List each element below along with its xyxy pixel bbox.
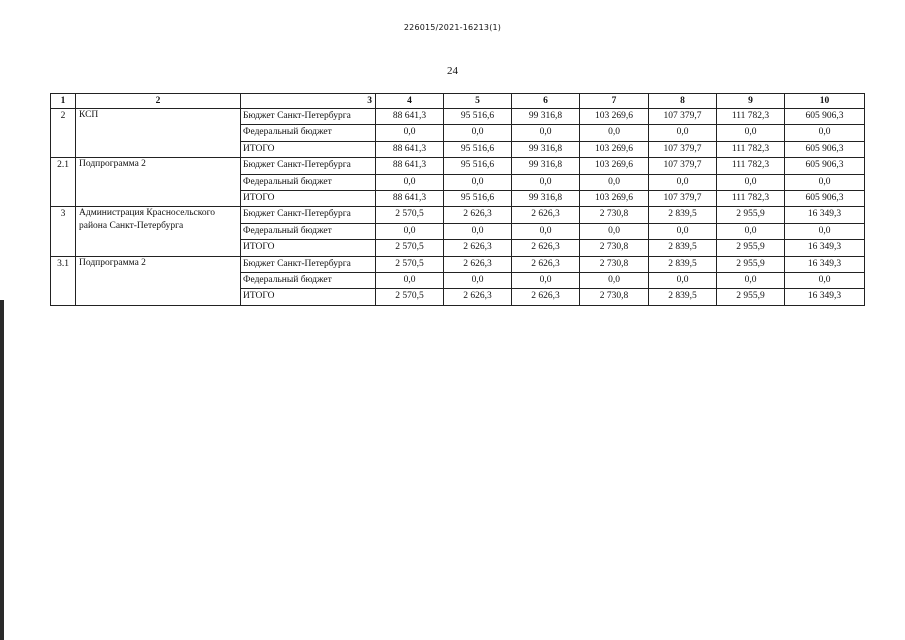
- amount-cell: 0,0: [717, 223, 785, 239]
- amount-cell: 2 626,3: [512, 289, 580, 305]
- amount-cell: 2 730,8: [580, 207, 649, 223]
- amount-cell: 16 349,3: [785, 240, 865, 256]
- program-name: Администрация Красносельского района Санкт-Петербурга: [76, 207, 241, 256]
- column-header-7: 7: [580, 94, 649, 109]
- amount-cell: 0,0: [717, 174, 785, 190]
- amount-cell: 103 269,6: [580, 158, 649, 174]
- amount-cell: 0,0: [580, 273, 649, 289]
- amount-cell: 0,0: [649, 273, 717, 289]
- amount-cell: 99 316,8: [512, 109, 580, 125]
- program-name: КСП: [76, 109, 241, 158]
- row-number: 2.1: [51, 158, 76, 207]
- row-number: 2: [51, 109, 76, 158]
- funding-source: ИТОГО: [241, 191, 376, 207]
- funding-source: Бюджет Санкт-Петербурга: [241, 256, 376, 272]
- amount-cell: 95 516,6: [444, 141, 512, 157]
- column-header-9: 9: [717, 94, 785, 109]
- amount-cell: 605 906,3: [785, 141, 865, 157]
- funding-source: Федеральный бюджет: [241, 174, 376, 190]
- amount-cell: 0,0: [580, 223, 649, 239]
- funding-source: Федеральный бюджет: [241, 273, 376, 289]
- amount-cell: 0,0: [785, 273, 865, 289]
- amount-cell: 99 316,8: [512, 141, 580, 157]
- amount-cell: 2 570,5: [376, 207, 444, 223]
- amount-cell: 2 839,5: [649, 289, 717, 305]
- amount-cell: 2 626,3: [444, 289, 512, 305]
- amount-cell: 111 782,3: [717, 141, 785, 157]
- amount-cell: 605 906,3: [785, 191, 865, 207]
- amount-cell: 2 626,3: [444, 207, 512, 223]
- funding-source: ИТОГО: [241, 141, 376, 157]
- amount-cell: 605 906,3: [785, 109, 865, 125]
- funding-source: Федеральный бюджет: [241, 125, 376, 141]
- column-header-3: 3: [241, 94, 376, 109]
- amount-cell: 0,0: [444, 174, 512, 190]
- amount-cell: 0,0: [649, 125, 717, 141]
- program-name: Подпрограмма 2: [76, 256, 241, 305]
- column-header-1: 1: [51, 94, 76, 109]
- column-header-4: 4: [376, 94, 444, 109]
- column-header-8: 8: [649, 94, 717, 109]
- amount-cell: 2 626,3: [444, 240, 512, 256]
- amount-cell: 88 641,3: [376, 141, 444, 157]
- amount-cell: 0,0: [580, 125, 649, 141]
- amount-cell: 111 782,3: [717, 158, 785, 174]
- amount-cell: 2 626,3: [512, 256, 580, 272]
- table-row: [51, 256, 865, 272]
- amount-cell: 0,0: [512, 223, 580, 239]
- amount-cell: 2 730,8: [580, 256, 649, 272]
- table-row: [51, 207, 865, 223]
- amount-cell: 2 955,9: [717, 289, 785, 305]
- amount-cell: 2 730,8: [580, 240, 649, 256]
- amount-cell: 0,0: [649, 223, 717, 239]
- amount-cell: 95 516,6: [444, 158, 512, 174]
- amount-cell: 2 839,5: [649, 256, 717, 272]
- amount-cell: 99 316,8: [512, 158, 580, 174]
- funding-source: Бюджет Санкт-Петербурга: [241, 109, 376, 125]
- amount-cell: 0,0: [785, 174, 865, 190]
- row-number: 3.1: [51, 256, 76, 305]
- amount-cell: 2 626,3: [444, 256, 512, 272]
- amount-cell: 0,0: [785, 223, 865, 239]
- amount-cell: 0,0: [444, 223, 512, 239]
- table-body: [51, 109, 865, 306]
- amount-cell: 111 782,3: [717, 191, 785, 207]
- amount-cell: 88 641,3: [376, 191, 444, 207]
- amount-cell: 107 379,7: [649, 109, 717, 125]
- column-header-5: 5: [444, 94, 512, 109]
- amount-cell: 0,0: [376, 223, 444, 239]
- amount-cell: 99 316,8: [512, 191, 580, 207]
- amount-cell: 2 570,5: [376, 240, 444, 256]
- amount-cell: 111 782,3: [717, 109, 785, 125]
- amount-cell: 0,0: [376, 174, 444, 190]
- column-header-6: 6: [512, 94, 580, 109]
- funding-source: ИТОГО: [241, 240, 376, 256]
- amount-cell: 88 641,3: [376, 109, 444, 125]
- amount-cell: 16 349,3: [785, 256, 865, 272]
- amount-cell: 0,0: [512, 125, 580, 141]
- amount-cell: 16 349,3: [785, 289, 865, 305]
- amount-cell: 0,0: [376, 125, 444, 141]
- amount-cell: 88 641,3: [376, 158, 444, 174]
- amount-cell: 107 379,7: [649, 141, 717, 157]
- amount-cell: 2 570,5: [376, 289, 444, 305]
- header-row: [51, 94, 865, 109]
- row-number: 3: [51, 207, 76, 256]
- column-header-2: 2: [76, 94, 241, 109]
- funding-source: ИТОГО: [241, 289, 376, 305]
- funding-source: Бюджет Санкт-Петербурга: [241, 158, 376, 174]
- amount-cell: 107 379,7: [649, 191, 717, 207]
- amount-cell: 2 955,9: [717, 240, 785, 256]
- amount-cell: 95 516,6: [444, 191, 512, 207]
- table-row: [51, 158, 865, 174]
- amount-cell: 0,0: [512, 273, 580, 289]
- amount-cell: 103 269,6: [580, 141, 649, 157]
- amount-cell: 0,0: [512, 174, 580, 190]
- amount-cell: 0,0: [649, 174, 717, 190]
- amount-cell: 605 906,3: [785, 158, 865, 174]
- amount-cell: 95 516,6: [444, 109, 512, 125]
- table-row: [51, 109, 865, 125]
- program-name: Подпрограмма 2: [76, 158, 241, 207]
- funding-source: Федеральный бюджет: [241, 223, 376, 239]
- column-header-10: 10: [785, 94, 865, 109]
- amount-cell: 0,0: [444, 273, 512, 289]
- amount-cell: 2 626,3: [512, 240, 580, 256]
- amount-cell: 103 269,6: [580, 191, 649, 207]
- amount-cell: 0,0: [785, 125, 865, 141]
- budget-table: [50, 93, 865, 306]
- amount-cell: 103 269,6: [580, 109, 649, 125]
- amount-cell: 2 839,5: [649, 207, 717, 223]
- amount-cell: 2 626,3: [512, 207, 580, 223]
- amount-cell: 2 570,5: [376, 256, 444, 272]
- amount-cell: 2 730,8: [580, 289, 649, 305]
- amount-cell: 16 349,3: [785, 207, 865, 223]
- amount-cell: 0,0: [580, 174, 649, 190]
- table-header: [51, 94, 865, 109]
- amount-cell: 107 379,7: [649, 158, 717, 174]
- amount-cell: 2 839,5: [649, 240, 717, 256]
- amount-cell: 0,0: [717, 273, 785, 289]
- document-id: 226015/2021-16213(1): [403, 23, 502, 32]
- funding-source: Бюджет Санкт-Петербурга: [241, 207, 376, 223]
- amount-cell: 0,0: [717, 125, 785, 141]
- amount-cell: 2 955,9: [717, 207, 785, 223]
- page-number: 24: [447, 65, 458, 77]
- scan-edge: [0, 300, 4, 640]
- amount-cell: 2 955,9: [717, 256, 785, 272]
- amount-cell: 0,0: [376, 273, 444, 289]
- amount-cell: 0,0: [444, 125, 512, 141]
